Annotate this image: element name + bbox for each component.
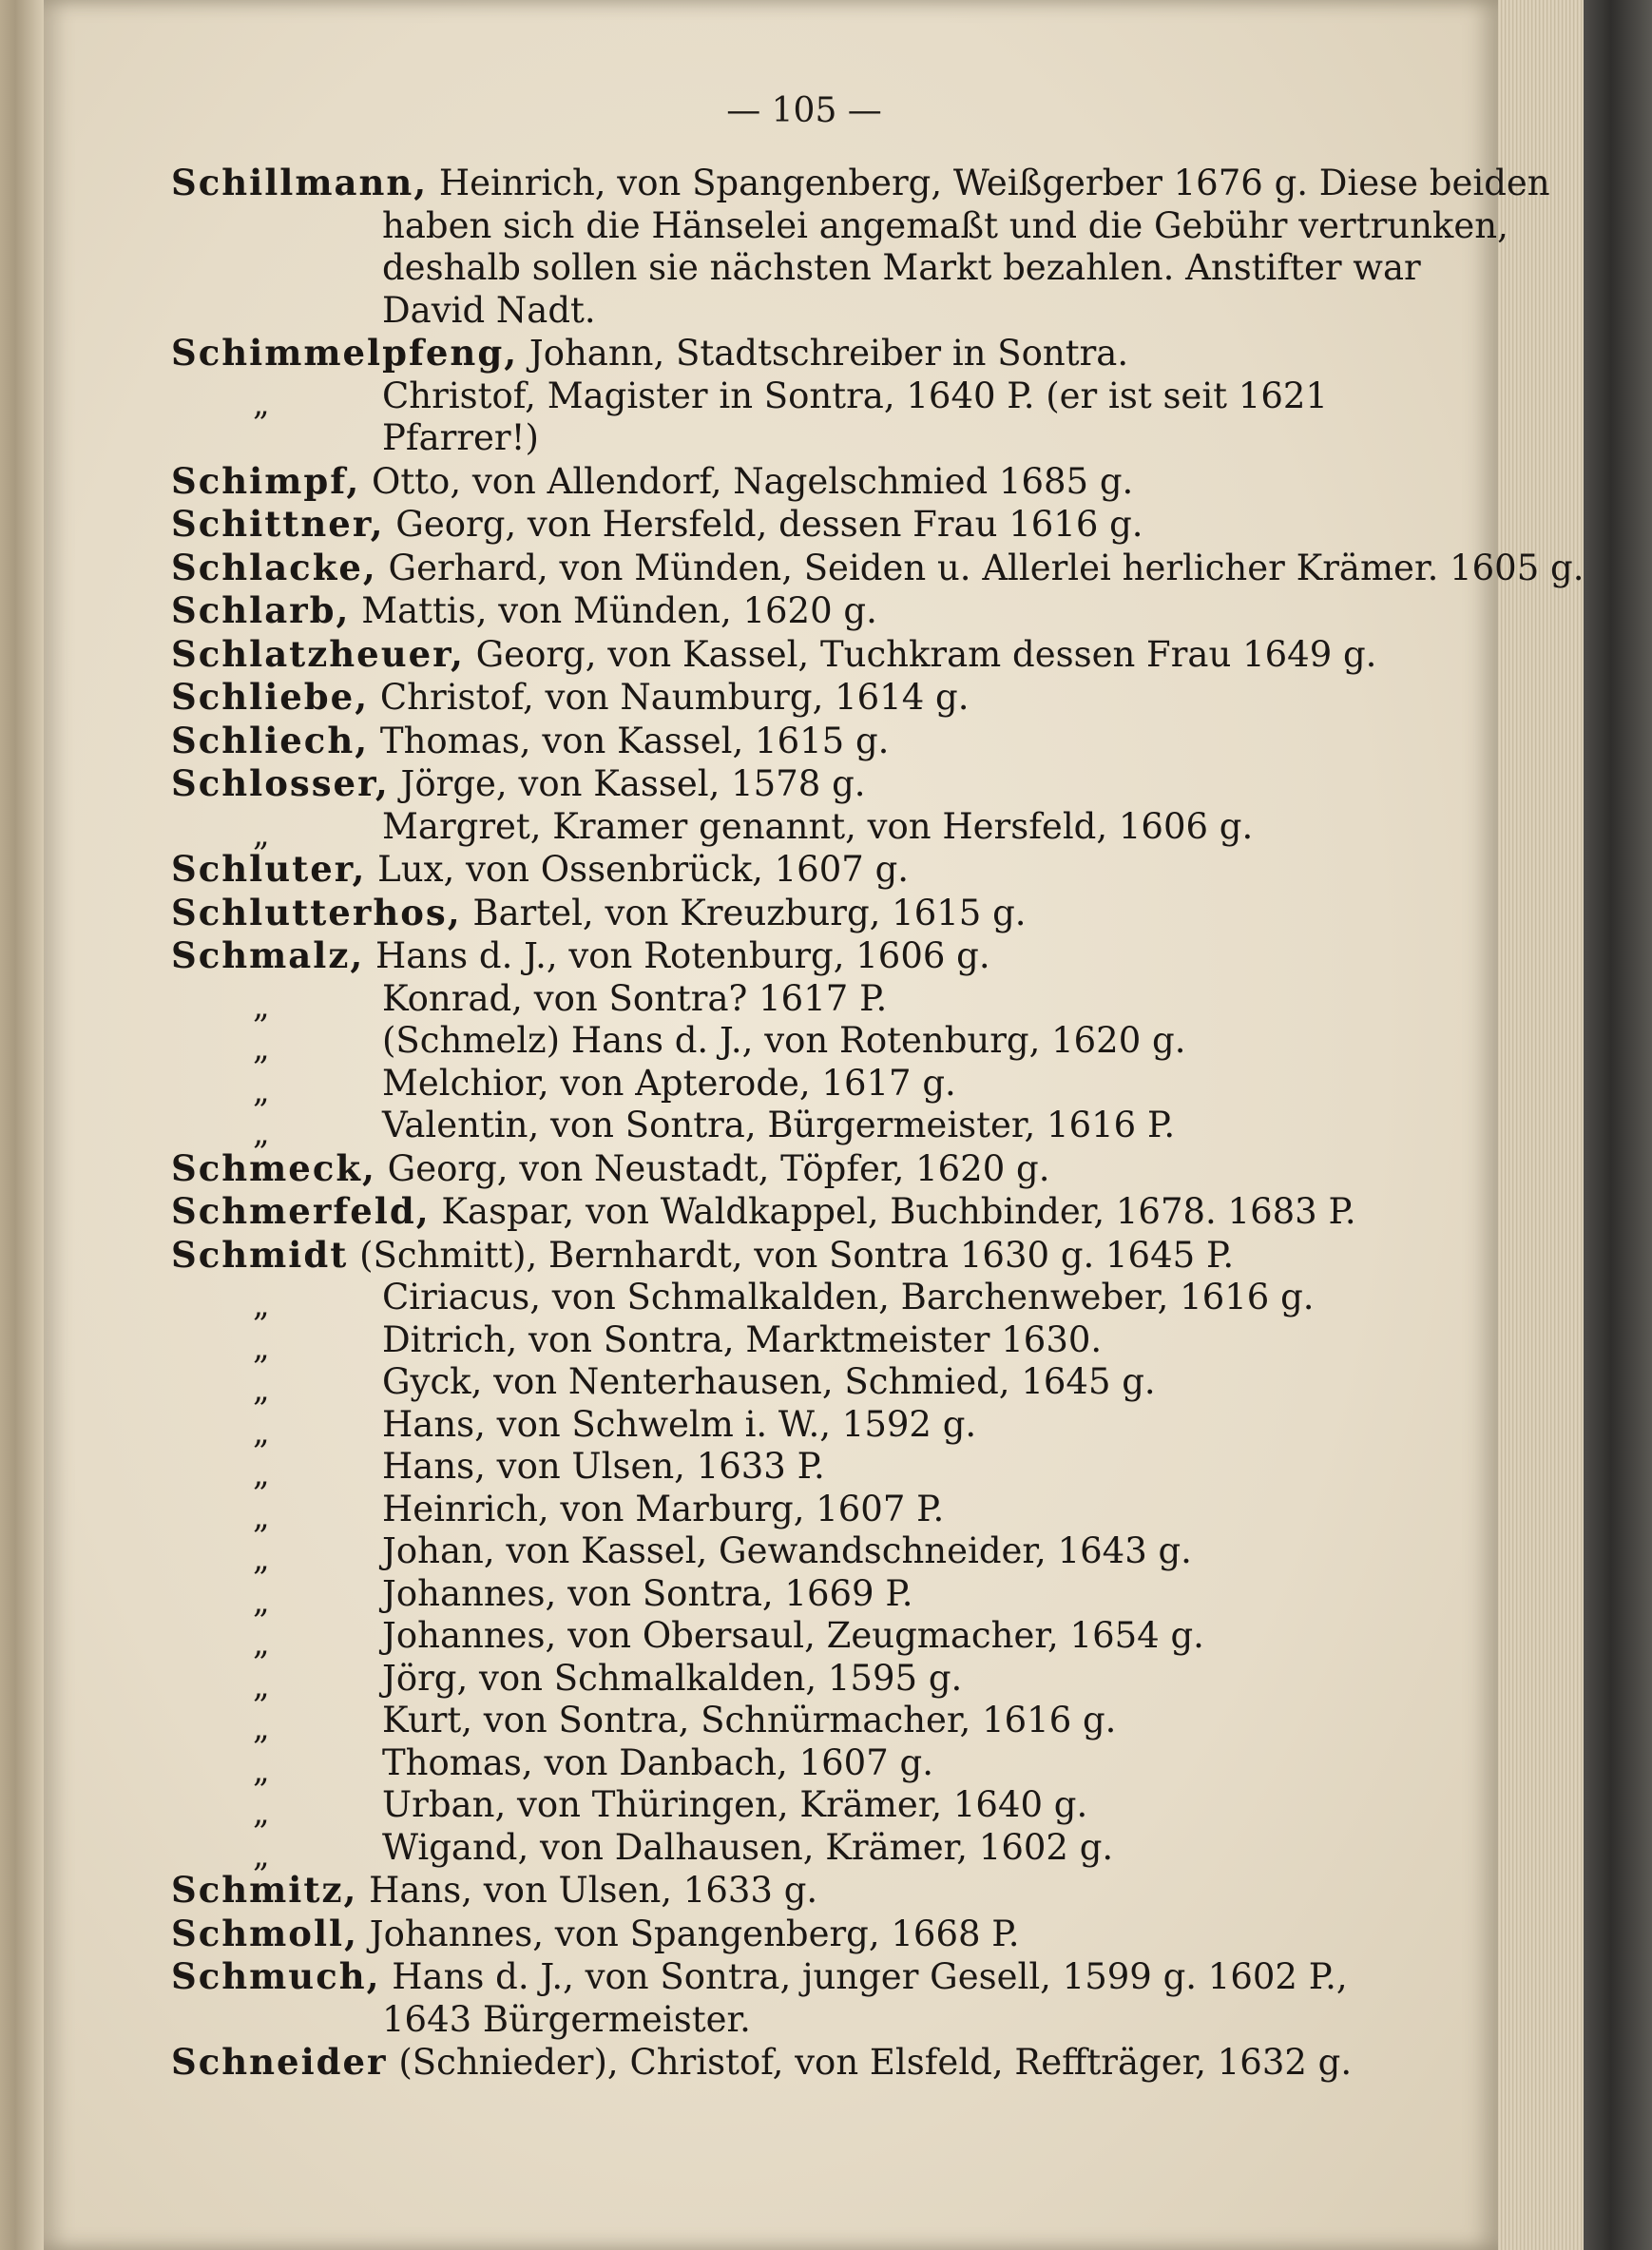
- ditto-mark: „: [253, 1029, 270, 1067]
- entry-text: Ditrich, von Sontra, Marktmeister 1630.: [382, 1318, 1103, 1360]
- entry-surname: Schmeck,: [171, 1146, 376, 1189]
- entry-surname: Schmuch,: [171, 1955, 381, 1997]
- page-number: — 105 —: [726, 91, 882, 130]
- ditto-mark: „: [253, 1751, 270, 1790]
- entry-ditto-line: [171, 1572, 1416, 1621]
- entry-text: Mattis, von Münden, 1620 g.: [350, 590, 877, 631]
- entry-line: [171, 332, 1416, 375]
- ditto-mark: „: [253, 1071, 270, 1110]
- register-entries: [171, 162, 1585, 2085]
- entry-continuation: David Nadt.: [382, 289, 596, 331]
- ditto-mark: „: [253, 1836, 270, 1875]
- entry-text: Urban, von Thüringen, Krämer, 1640 g.: [382, 1784, 1088, 1825]
- entry-line: [171, 460, 1416, 504]
- ditto-mark: „: [253, 1328, 270, 1367]
- entry-text: Heinrich, von Marburg, 1607 P.: [382, 1488, 945, 1529]
- entry-surname: Schmoll,: [171, 1912, 358, 1954]
- entry-text: Valentin, von Sontra, Bürgermeister, 1616 P.: [382, 1105, 1176, 1145]
- entry-ditto-line: [171, 1277, 1416, 1324]
- entry-text: Jörg, von Schmalkalden, 1595 g.: [382, 1657, 963, 1699]
- ditto-mark: „: [253, 1455, 270, 1493]
- entry-ditto-line: [171, 1062, 1416, 1110]
- entry-surname: Schimpf,: [171, 459, 361, 502]
- left-page-gutter: [0, 0, 44, 2250]
- entry-text: Gerhard, von Münden, Seiden u. Allerlei herlicher Krämer. 1605 g.: [376, 547, 1585, 588]
- entry-text: (Schmitt), Bernhardt, von Sontra 1630 g. 1645 P.: [348, 1234, 1235, 1276]
- entry-ditto-line: [171, 1826, 1416, 1875]
- entry-line: [171, 1955, 1416, 1999]
- entry-text: Jörge, von Kassel, 1578 g.: [389, 763, 866, 804]
- entry-ditto-line: [171, 1020, 1416, 1067]
- entry-line: [171, 892, 1416, 935]
- entry-ditto-line: [171, 1741, 1416, 1790]
- entry-surname: Schimmelpfeng,: [171, 332, 519, 374]
- entry-surname: Schliech,: [171, 719, 370, 761]
- entry-text: Johannes, von Obersaul, Zeugmacher, 1654 g.: [382, 1615, 1204, 1656]
- entry-text: Heinrich, von Spangenberg, Weißgerber 1676 g. Diese beiden: [428, 163, 1550, 203]
- entry-surname: Schlatzheuer,: [171, 632, 465, 675]
- entry-line: [171, 162, 1550, 205]
- entry-ditto-line: [171, 1784, 1416, 1832]
- entry-surname: Schillmann,: [171, 162, 429, 203]
- entry-line: [171, 720, 1416, 763]
- entry-ditto-line: [171, 1105, 1416, 1152]
- entry-surname: Schmidt: [171, 1233, 349, 1276]
- entry-continuation: haben sich die Hänselei angemaßt und die Gebühr vertrunken,: [382, 204, 1508, 246]
- entry-line: [171, 633, 1416, 677]
- page-edges: [1498, 0, 1584, 2250]
- entry-text: Georg, von Neustadt, Töpfer, 1620 g.: [375, 1147, 1050, 1189]
- entry-ditto-line: [171, 1488, 1416, 1536]
- entry-surname: Schittner,: [171, 503, 385, 545]
- entry-text: Bartel, von Kreuzburg, 1615 g.: [461, 892, 1027, 933]
- entry-ditto-line: [171, 1657, 1416, 1705]
- entry-surname: Schliebe,: [171, 676, 370, 718]
- entry-surname: Schlosser,: [171, 762, 390, 804]
- entry-line: [171, 1913, 1416, 1956]
- entry-text: Kurt, von Sontra, Schnürmacher, 1616 g.: [382, 1700, 1117, 1740]
- entry-surname: Schlarb,: [171, 589, 351, 631]
- entry-ditto-line: [171, 1361, 1416, 1409]
- entry-surname: Schneider: [171, 2041, 388, 2083]
- entry-line: [171, 1147, 1416, 1191]
- entry-continuation: Pfarrer!): [382, 417, 539, 458]
- entry-text: Thomas, von Danbach, 1607 g.: [382, 1741, 933, 1783]
- ditto-mark: „: [253, 1709, 270, 1747]
- entry-text: Johannes, von Sontra, 1669 P.: [382, 1572, 913, 1614]
- entry-line: [171, 589, 1416, 633]
- entry-ditto-line: [171, 1318, 1416, 1367]
- entry-text: Georg, von Hersfeld, dessen Frau 1616 g.: [384, 504, 1143, 545]
- entry-ditto-line: [171, 805, 1416, 854]
- ditto-mark: „: [253, 1114, 270, 1152]
- entry-text: (Schnieder), Christof, von Elsfeld, Reffträger, 1632 g.: [387, 2042, 1353, 2083]
- entry-text: Johan, von Kassel, Gewandschneider, 1643 g.: [382, 1530, 1192, 1571]
- entry-line: [171, 1234, 1416, 1278]
- entry-text: Melchior, von Apterode, 1617 g.: [382, 1062, 956, 1104]
- entry-continuation: 1643 Bürgermeister.: [382, 1998, 751, 2040]
- entry-surname: Schmalz,: [171, 934, 365, 976]
- entry-text: Christof, von Naumburg, 1614 g.: [369, 677, 970, 718]
- ditto-mark: „: [253, 384, 270, 423]
- entry-line: [171, 546, 1585, 590]
- entry-text: Lux, von Ossenbrück, 1607 g.: [366, 849, 910, 890]
- entry-text: (Schmelz) Hans d. J., von Rotenburg, 1620 g.: [382, 1020, 1186, 1061]
- entry-ditto-line: [171, 375, 1416, 423]
- entry-text: Hans d. J., von Rotenburg, 1606 g.: [364, 935, 990, 976]
- entry-surname: Schmerfeld,: [171, 1190, 431, 1232]
- book-cover-edge: [1584, 0, 1652, 2250]
- entry-text: Christof, Magister in Sontra, 1640 P. (er ist seit 1621: [382, 375, 1328, 416]
- entry-text: Hans d. J., von Sontra, junger Gesell, 1599 g. 1602 P.,: [380, 1956, 1348, 1997]
- entry-text: Konrad, von Sontra? 1617 P.: [382, 977, 888, 1019]
- entry-ditto-line: [171, 1446, 1416, 1493]
- entry-line: [171, 762, 1416, 806]
- entry-line: [171, 676, 1416, 720]
- entry-text: Johann, Stadtschreiber in Sontra.: [518, 333, 1129, 374]
- ditto-mark: „: [253, 1286, 270, 1324]
- entry-surname: Schlutterhos,: [171, 891, 462, 933]
- entry-text: Thomas, von Kassel, 1615 g.: [369, 720, 890, 761]
- entry-text: Wigand, von Dalhausen, Krämer, 1602 g.: [382, 1826, 1114, 1868]
- entry-text: Kaspar, von Waldkappel, Buchbinder, 1678. 1683 P.: [430, 1191, 1356, 1232]
- entry-ditto-line: [171, 1403, 1416, 1452]
- entry-text: Hans, von Ulsen, 1633 g.: [357, 1870, 818, 1911]
- ditto-mark: „: [253, 987, 270, 1026]
- entry-line: [171, 2041, 1416, 2085]
- entry-line: [171, 1869, 1416, 1913]
- ditto-mark: „: [253, 815, 270, 854]
- ditto-mark: „: [253, 1497, 270, 1536]
- entry-surname: Schluter,: [171, 848, 367, 890]
- ditto-mark: „: [253, 1413, 270, 1452]
- entry-ditto-line: [171, 977, 1416, 1026]
- entry-text: Ciriacus, von Schmalkalden, Barchenweber, 1616 g.: [382, 1277, 1315, 1317]
- ditto-mark: „: [253, 1582, 270, 1621]
- entry-ditto-line: [171, 1700, 1416, 1747]
- entry-line: [171, 848, 1416, 892]
- entry-surname: Schmitz,: [171, 1869, 358, 1911]
- entry-ditto-line: [171, 1615, 1416, 1663]
- entry-ditto-line: [171, 1530, 1416, 1578]
- ditto-mark: „: [253, 1666, 270, 1705]
- entry-surname: Schlacke,: [171, 546, 377, 588]
- entry-continuation: deshalb sollen sie nächsten Markt bezahlen. Anstifter war: [382, 247, 1421, 288]
- entry-text: Hans, von Ulsen, 1633 P.: [382, 1446, 825, 1487]
- ditto-mark: „: [253, 1625, 270, 1663]
- ditto-mark: „: [253, 1540, 270, 1578]
- ditto-mark: „: [253, 1371, 270, 1409]
- entry-text: Gyck, von Nenterhausen, Schmied, 1645 g.: [382, 1361, 1156, 1402]
- entry-text: Margret, Kramer genannt, von Hersfeld, 1606 g.: [382, 805, 1254, 847]
- entry-text: Otto, von Allendorf, Nagelschmied 1685 g.: [360, 460, 1134, 502]
- ditto-mark: „: [253, 1794, 270, 1832]
- entry-line: [171, 1190, 1416, 1234]
- entry-text: Johannes, von Spangenberg, 1668 P.: [357, 1913, 1020, 1954]
- entry-text: Georg, von Kassel, Tuchkram dessen Frau 1649 g.: [464, 633, 1377, 675]
- entry-line: [171, 503, 1416, 547]
- entry-text: Hans, von Schwelm i. W., 1592 g.: [382, 1403, 977, 1445]
- entry-line: [171, 934, 1416, 978]
